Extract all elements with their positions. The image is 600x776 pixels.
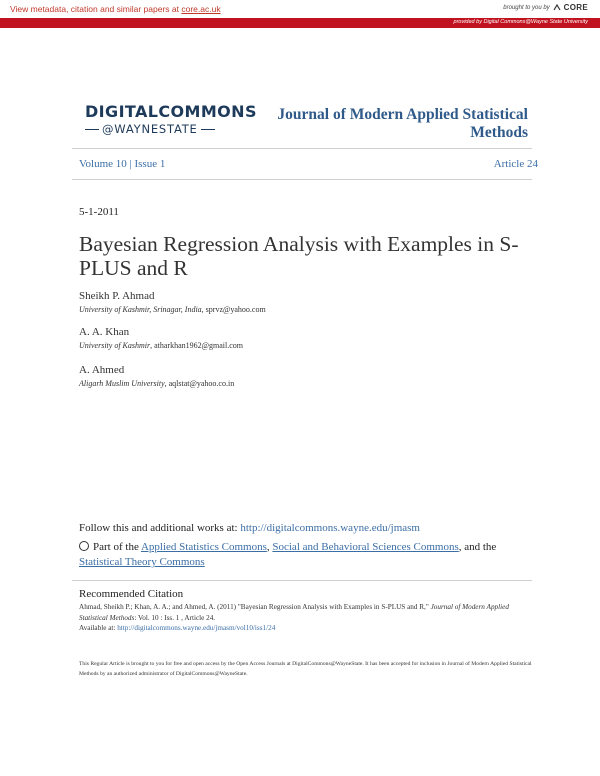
author-name: Sheikh P. Ahmad [79,290,155,302]
divider [72,148,532,149]
follow-url-link[interactable]: http://digitalcommons.wayne.edu/jmasm [240,522,420,534]
journal-title[interactable]: Journal of Modern Applied Statistical Methods [277,106,528,141]
core-logo-text: CORE [563,3,588,12]
author-name: A. Ahmed [79,364,125,376]
dc-logo-bottom: @WAYNESTATE [102,122,198,136]
paper-title: Bayesian Regression Analysis with Examples in S-PLUS and R [79,232,519,280]
divider [72,580,532,581]
provided-by-text: provided by Digital Commons@Wayne State University [453,19,588,25]
core-metadata-link[interactable]: View metadata, citation and similar papers at core.ac.uk [10,4,221,14]
article-number-link[interactable]: Article 24 [493,158,538,170]
citation-text: Ahmad, Sheikh P.; Khan, A. A.; and Ahmed, A. (2011) "Bayesian Regression Analysis with Examples in S-PLUS and R," Journal of Modern Applied Statistical Methods: Vol. 10 : Iss. 1 , Article 24. Available at: http://digitalcommons.wayne.edu/jmasm/vol10/iss1/24 [79,603,509,632]
divider [201,129,215,130]
citation-url-link[interactable]: http://digitalcommons.wayne.edu/jmasm/vol10/iss1/24 [117,624,276,632]
publication-date: 5-1-2011 [79,206,119,218]
author-affiliation: University of Kashmir, Srinagar, India, sprvz@yahoo.com [79,305,266,314]
footer-note: This Regular Article is brought to you for free and open access by the Open Access Journals at DigitalCommons@WayneState. It has been accepted for inclusion in Journal of Modern Applied Statistical Methods by an authorized administrator of DigitalCommons@WayneState. [79,661,532,677]
open-access-icon [79,541,89,551]
author-affiliation: Aligarh Muslim University, aqlstat@yahoo.co.in [79,379,235,388]
divider [72,179,532,180]
provided-by-bar [0,18,600,28]
part-of-line: Part of the Applied Statistics Commons, Social and Behavioral Sciences Commons, and the Statistical Theory Commons [79,541,497,568]
core-logo-icon [553,4,561,12]
dc-logo-top: DIGITALCOMMONS [85,102,257,121]
core-site-link[interactable]: core.ac.uk [181,4,221,14]
statistical-theory-link[interactable]: Statistical Theory Commons [79,556,205,568]
divider [85,129,99,130]
applied-statistics-link[interactable]: Applied Statistics Commons [140,541,267,553]
core-brought-by: brought to you by CORE [503,3,588,12]
author-name: A. A. Khan [79,326,130,338]
author-affiliation: University of Kashmir, atharkhan1962@gmail.com [79,341,244,350]
social-behavioral-link[interactable]: Social and Behavioral Sciences Commons [272,541,459,553]
follow-line: Follow this and additional works at: http://digitalcommons.wayne.edu/jmasm [79,522,420,534]
recommended-citation-title: Recommended Citation [79,588,184,600]
volume-issue-link[interactable]: Volume 10 | Issue 1 [79,158,166,170]
